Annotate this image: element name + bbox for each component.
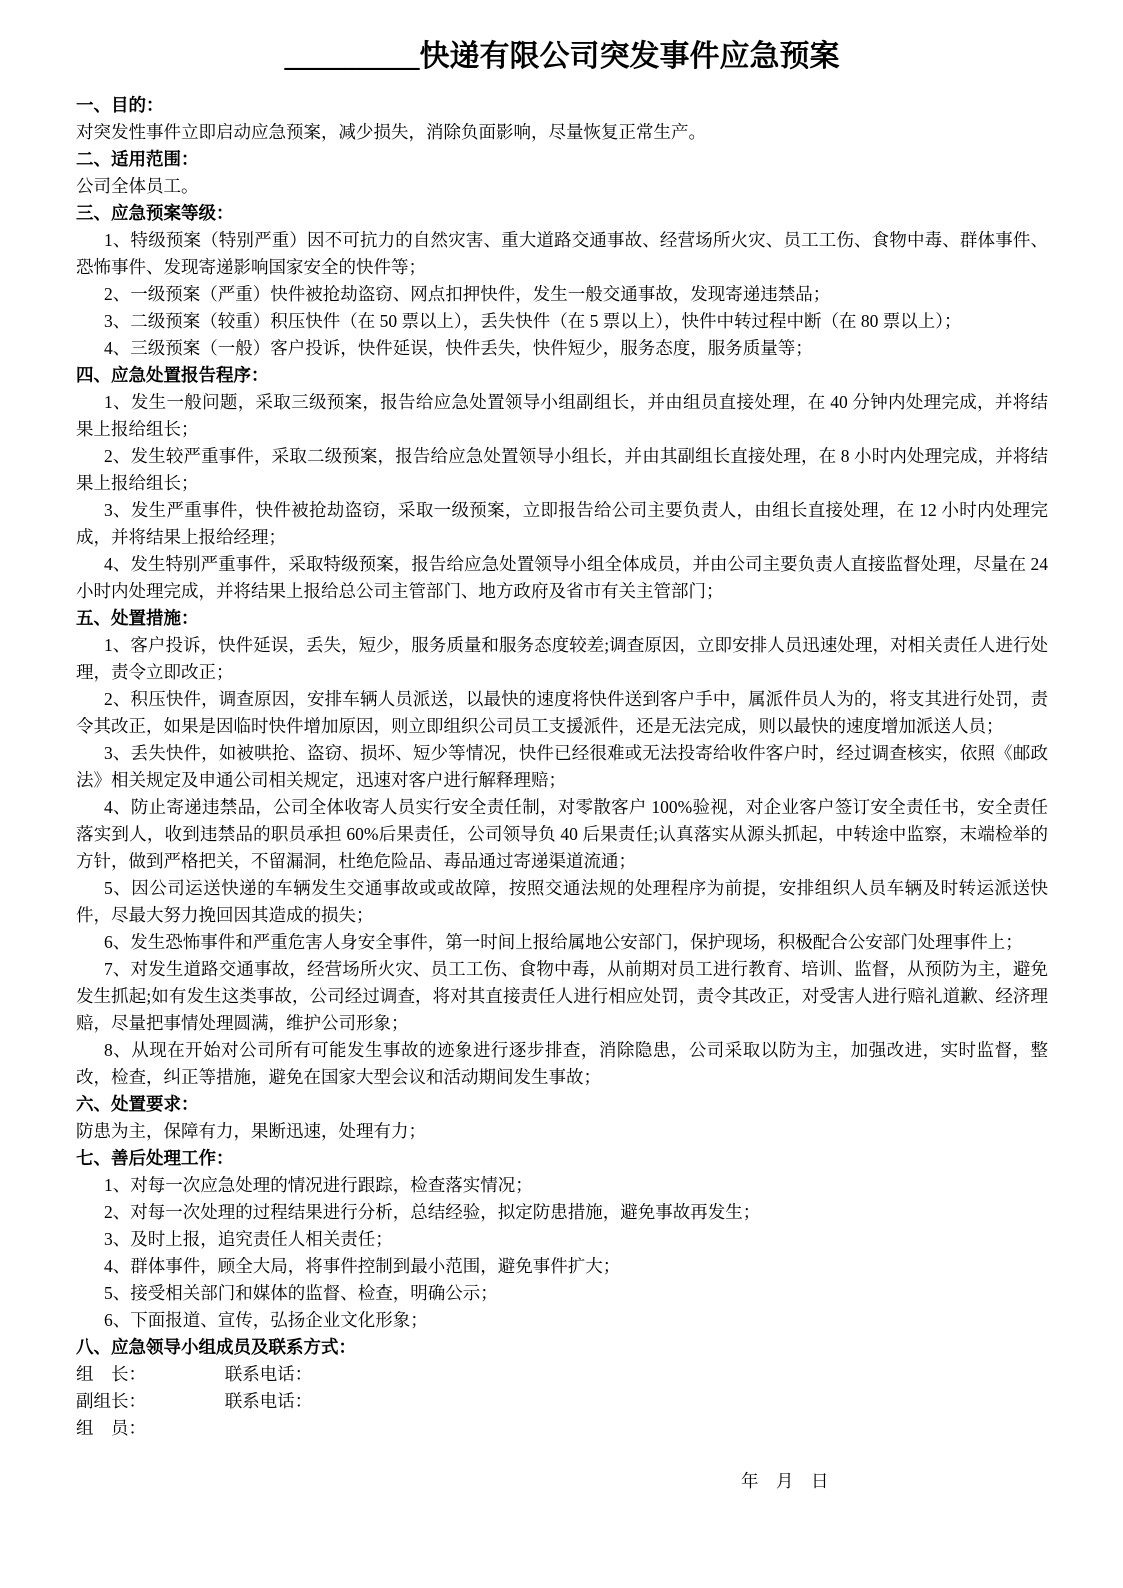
section-heading: 五、处置措施： (76, 608, 199, 628)
section-heading: 八、应急领导小组成员及联系方式： (76, 1337, 356, 1357)
section-heading: 六、处置要求： (76, 1094, 199, 1114)
contact-deputy-leader-line: 副组长： 联系电话： (76, 1391, 313, 1411)
numbered-item: 4、发生特别严重事件，采取特级预案，报告给应急处置领导小组全体成员，并由公司主要负责人直接监督处理，尽量在 24 小时内处理完成，并将结果上报给总公司主管部门、地方政府及省市有关主管部门； (76, 554, 1048, 601)
numbered-item: 4、防止寄递违禁品，公司全体收寄人员实行安全责任制，对零散客户 100%验视，对企业客户签订安全责任书，安全责任落实到人，收到违禁品的职员承担 60%后果责任，公司领导负 40 后果责任;认真落实从源头抓起，中转途中监察，末端检举的方针，做到严格把关，不留漏洞，杜绝危险品、毒品通过寄递渠道流通； (76, 797, 1048, 871)
numbered-item: 3、及时上报，追究责任人相关责任； (104, 1229, 393, 1249)
document-title (76, 38, 1048, 76)
numbered-item: 4、三级预案（一般）客户投诉，快件延误，快件丢失，快件短少，服务态度，服务质量等； (104, 338, 813, 358)
section-heading: 三、应急预案等级： (76, 203, 234, 223)
numbered-item: 2、一级预案（严重）快件被抢劫盗窃、网点扣押快件，发生一般交通事故，发现寄递违禁品； (104, 284, 831, 304)
numbered-item: 2、对每一次处理的过程结果进行分析，总结经验，拟定防患措施，避免事故再发生； (104, 1202, 761, 1222)
numbered-item: 2、积压快件，调查原因，安排车辆人员派送，以最快的速度将快件送到客户手中，属派件员人为的，将支其进行处罚，责令其改正，如果是因临时快件增加原因，则立即组织公司员工支援派件，还是无法完成，则以最快的速度增加派送人员； (76, 689, 1048, 736)
paragraph: 公司全体员工。 (76, 176, 199, 196)
section-heading: 二、适用范围： (76, 149, 199, 169)
document-body (76, 92, 1048, 1442)
numbered-item: 1、特级预案（特别严重）因不可抗力的自然灾害、重大道路交通事故、经营场所火灾、员工工伤、食物中毒、群体事件、恐怖事件、发现寄递影响国家安全的快件等； (76, 230, 1048, 277)
section-heading: 四、应急处置报告程序： (76, 365, 269, 385)
numbered-item: 3、二级预案（较重）积压快件（在 50 票以上），丢失快件（在 5 票以上），快件中转过程中断（在 80 票以上）； (104, 311, 962, 331)
numbered-item: 1、客户投诉，快件延误，丢失，短少，服务质量和服务态度较差;调查原因，立即安排人员迅速处理，对相关责任人进行处理，责令立即改正； (76, 635, 1048, 682)
numbered-item: 2、发生较严重事件，采取二级预案，报告给应急处置领导小组长，并由其副组长直接处理，在 8 小时内处理完成，并将结果上报给组长； (76, 446, 1048, 493)
numbered-item: 4、群体事件，顾全大局，将事件控制到最小范围，避免事件扩大； (104, 1256, 621, 1276)
contact-leader-line: 组 长： 联系电话： (76, 1364, 313, 1384)
date-line: 年 月 日 (741, 1471, 829, 1491)
numbered-item: 3、丢失快件，如被哄抢、盗窃、损坏、短少等情况，快件已经很难或无法投寄给收件客户时，经过调查核实，依照《邮政法》相关规定及申通公司相关规定，迅速对客户进行解释理赔； (76, 743, 1048, 790)
numbered-item: 1、对每一次应急处理的情况进行跟踪，检查落实情况； (104, 1175, 533, 1195)
numbered-item: 6、下面报道、宣传，弘扬企业文化形象； (104, 1310, 428, 1330)
numbered-item: 6、发生恐怖事件和严重危害人身安全事件，第一时间上报给属地公安部门，保护现场，积极配合公安部门处理事件上； (104, 932, 1023, 952)
numbered-item: 8、从现在开始对公司所有可能发生事故的迹象进行逐步排查，消除隐患，公司采取以防为主，加强改进，实时监督，整改，检查，纠正等措施，避免在国家大型会议和活动期间发生事故； (76, 1040, 1048, 1087)
title-blank-line: _________ (284, 40, 420, 73)
numbered-item: 5、接受相关部门和媒体的监督、检查，明确公示； (104, 1283, 498, 1303)
title-text: 快递有限公司突发事件应急预案 (419, 40, 840, 73)
numbered-item: 3、发生严重事件，快件被抢劫盗窃，采取一级预案，立即报告给公司主要负责人，由组长直接处理，在 12 小时内处理完成，并将结果上报给经理； (76, 500, 1048, 547)
section-heading: 七、善后处理工作： (76, 1148, 234, 1168)
numbered-item: 5、因公司运送快递的车辆发生交通事故或或故障，按照交通法规的处理程序为前提，安排组织人员车辆及时转运派送快件，尽最大努力挽回因其造成的损失； (76, 878, 1048, 925)
numbered-item: 7、对发生道路交通事故，经营场所火灾、员工工伤、食物中毒，从前期对员工进行教育、培训、监督，从预防为主，避免发生抓起;如有发生这类事故，公司经过调查，将对其直接责任人进行相应处罚，责令其改正，对受害人进行赔礼道歉、经济理赔，尽量把事情处理圆满，维护公司形象； (76, 959, 1048, 1033)
contact-member-line: 组 员： (76, 1418, 146, 1438)
numbered-item: 1、发生一般问题，采取三级预案，报告给应急处置领导小组副组长，并由组员直接处理，在 40 分钟内处理完成，并将结果上报给组长； (76, 392, 1048, 439)
paragraph: 防患为主，保障有力，果断迅速，处理有力； (76, 1121, 426, 1141)
paragraph: 对突发性事件立即启动应急预案，减少损失，消除负面影响，尽量恢复正常生产。 (76, 122, 706, 142)
section-heading: 一、目的： (76, 95, 164, 115)
